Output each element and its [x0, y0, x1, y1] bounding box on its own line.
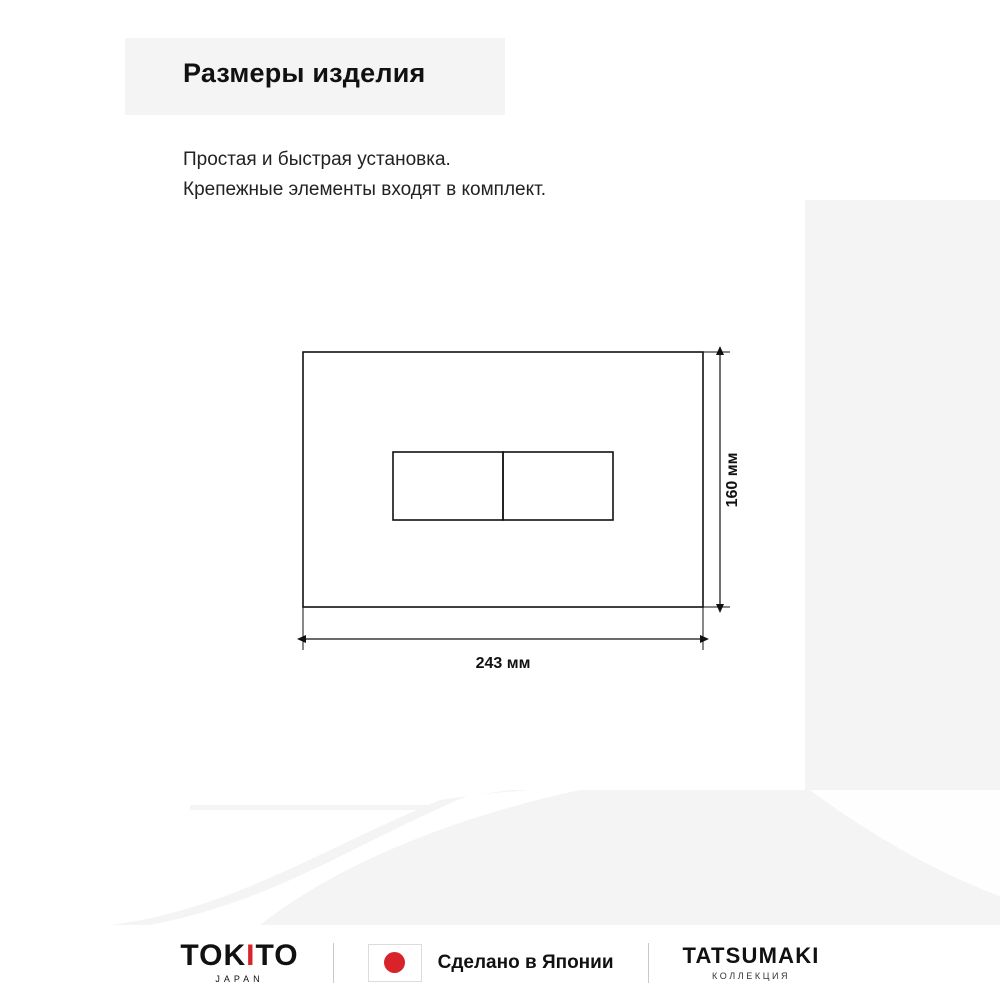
japan-flag-icon: [368, 944, 422, 982]
page-title: Размеры изделия: [183, 58, 426, 88]
brand-logo-tokito-text: TOKITO: [180, 939, 299, 972]
right-button: [503, 452, 613, 520]
brand-logo-tatsumaki: [682, 942, 820, 981]
footer-bar: [0, 925, 1000, 1000]
brand-accent-dot: I: [246, 939, 256, 972]
product-dimensions-diagram: [270, 330, 790, 690]
brand-logo-tatsumaki-subtext: КОЛЛЕКЦИЯ: [712, 970, 791, 981]
height-dimension-label: 160 мм: [724, 452, 741, 508]
brand-logo-tokito-wordmark: [180, 941, 298, 971]
made-in-japan-label: Сделано в Японии: [437, 951, 614, 973]
page-subtitle: [183, 145, 546, 205]
width-dimension-label: 243 мм: [475, 655, 531, 672]
footer-divider-right: [648, 943, 649, 983]
subtitle-line-2: Крепежные элементы входят в комплект.: [183, 179, 546, 200]
subtitle-line-1: Простая и быстрая установка.: [183, 149, 451, 170]
japan-flag-circle: [384, 952, 405, 973]
made-in-japan-block: [368, 944, 614, 982]
footer-divider-left: [333, 943, 334, 983]
left-button: [393, 452, 503, 520]
brand-logo-tokito-subtext: JAPAN: [215, 974, 264, 984]
brand-logo-tatsumaki-wordmark: TATSUMAKI: [682, 942, 820, 968]
brand-logo-tokito: [180, 941, 298, 984]
decorative-swoosh: [110, 790, 1000, 925]
